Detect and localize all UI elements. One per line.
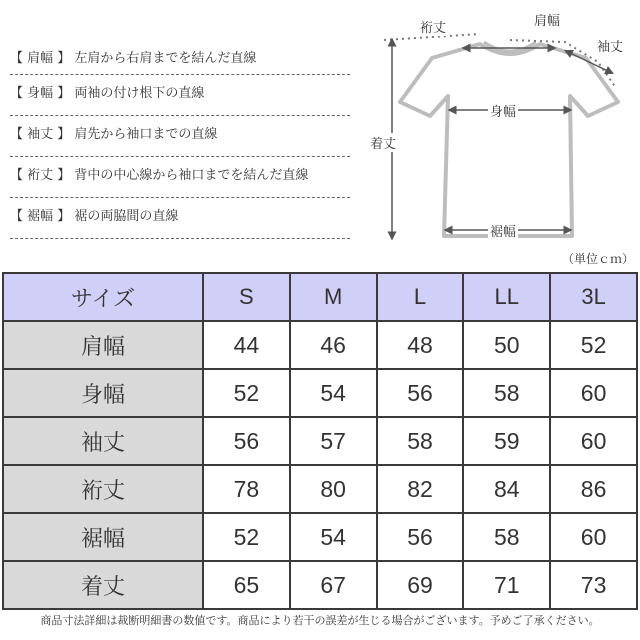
definition-text: 【 裾幅 】 裾の両脇間の直線 (10, 209, 179, 224)
header-size: L (377, 273, 464, 321)
header-corner: サイズ (3, 273, 203, 321)
table-row (3, 465, 637, 513)
table-header-row (3, 273, 637, 321)
table-cell: 46 (290, 321, 377, 369)
table-row (3, 321, 637, 369)
table-cell: 60 (550, 513, 637, 561)
table-row (3, 513, 637, 561)
table-cell: 78 (203, 465, 290, 513)
table-cell: 52 (550, 321, 637, 369)
row-label: 裄丈 (3, 465, 203, 513)
table-cell: 82 (377, 465, 464, 513)
footnote: 商品寸法詳細は裁断明細書の数値です。商品により若干の誤差が生じる場合がございます。予めご了承ください。 (40, 614, 600, 627)
size-table (2, 272, 638, 610)
table-cell: 60 (550, 417, 637, 465)
header-size: 3L (550, 273, 637, 321)
table-cell: 71 (463, 561, 550, 609)
table-cell: 56 (377, 513, 464, 561)
table-cell: 59 (463, 417, 550, 465)
table-cell: 57 (290, 417, 377, 465)
definition-item-sode (10, 116, 350, 157)
table-cell: 80 (290, 465, 377, 513)
definition-item-mi (10, 75, 350, 116)
label-mi: 身幅 (488, 101, 518, 120)
table-cell: 52 (203, 513, 290, 561)
table-cell: 58 (377, 417, 464, 465)
definition-text: 【 身幅 】 両袖の付け根下の直線 (10, 86, 205, 101)
tshirt-outline (400, 44, 618, 236)
row-label: 身幅 (3, 369, 203, 417)
table-cell: 67 (290, 561, 377, 609)
table-row (3, 561, 637, 609)
table-cell: 58 (463, 513, 550, 561)
table-cell: 52 (203, 369, 290, 417)
definition-item-kata (10, 40, 350, 75)
table-row (3, 417, 637, 465)
table-cell: 54 (290, 369, 377, 417)
header-size: M (290, 273, 377, 321)
header-size: LL (463, 273, 550, 321)
table-cell: 56 (377, 369, 464, 417)
table-cell: 84 (463, 465, 550, 513)
unit-label: （単位ｃｍ） (561, 252, 634, 266)
table-cell: 44 (203, 321, 290, 369)
label-suso: 裾幅 (488, 221, 518, 240)
table-cell: 86 (550, 465, 637, 513)
label-yuki: 裄丈 (418, 17, 448, 36)
table-cell: 69 (377, 561, 464, 609)
definition-item-yuki (10, 157, 350, 198)
table-cell: 56 (203, 417, 290, 465)
definition-item-suso (10, 198, 350, 239)
label-kata: 肩幅 (532, 10, 562, 29)
row-label: 袖丈 (3, 417, 203, 465)
table-cell: 60 (550, 369, 637, 417)
table-cell: 48 (377, 321, 464, 369)
label-take: 着丈 (368, 133, 398, 152)
table-cell: 58 (463, 369, 550, 417)
header-size: S (203, 273, 290, 321)
row-label: 裾幅 (3, 513, 203, 561)
table-cell: 54 (290, 513, 377, 561)
definition-text: 【 裄丈 】 背中の中心線から袖口までを結んだ直線 (10, 168, 309, 183)
table-cell: 50 (463, 321, 550, 369)
table-row (3, 369, 637, 417)
table-cell: 65 (203, 561, 290, 609)
row-label: 着丈 (3, 561, 203, 609)
definitions-list (10, 40, 350, 239)
row-label: 肩幅 (3, 321, 203, 369)
table-cell: 73 (550, 561, 637, 609)
tshirt-diagram (360, 0, 640, 250)
definition-text: 【 袖丈 】 肩先から袖口までの直線 (10, 127, 218, 142)
label-sode: 袖丈 (595, 36, 625, 55)
definition-text: 【 肩幅 】 左肩から右肩までを結んだ直線 (10, 51, 257, 66)
